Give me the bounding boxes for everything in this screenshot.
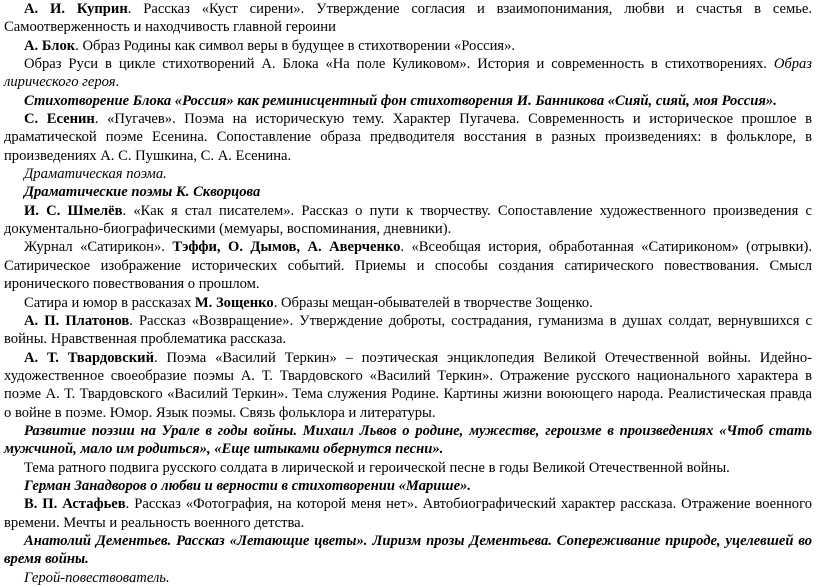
paragraph-text: . xyxy=(115,74,120,91)
paragraph-astafiev xyxy=(4,495,812,532)
paragraph-war-song xyxy=(4,459,812,477)
italic-term: Драматическая поэма. xyxy=(24,166,167,183)
author-name: А. Т. Твардовский xyxy=(24,349,154,366)
paragraph-regional-heading-zanadvorov xyxy=(4,477,812,495)
author-name: С. Есенин xyxy=(24,111,95,128)
author-name: А. П. Платонов xyxy=(24,312,130,329)
paragraph-text: . Образ Родины как символ веры в будущее в стихотворении «Россия». xyxy=(75,37,516,54)
paragraph-text: Сатира и юмор в рассказах xyxy=(24,294,195,311)
author-name: Тэффи, О. Дымов, А. Аверченко xyxy=(172,239,401,256)
regional-topic-heading: Стихотворение Блока «Россия» как реминисцентный фон стихотворения И. Банникова «Сияй, сияй, моя Россия». xyxy=(24,92,777,109)
author-name: А. Блок xyxy=(24,37,76,54)
paragraph-regional-heading-dementiev xyxy=(4,532,812,569)
paragraph-tvardovsky xyxy=(4,349,812,422)
paragraph-text: Образ Руси в цикле стихотворений А. Блока «На поле Куликовом». История и современность в стихотворениях. xyxy=(24,56,774,73)
paragraph-text: . Поэма «Василий Теркин» – поэтическая энциклопедия Великой Отечественной войны. Идейно-художественное своеобразие поэмы А. Т. Твардовского «Василий Теркин». Отражение русского национального характера в поэме А. Т. Твардовского «Василий Теркин». Тема служения Родине. Картины жизни воюющего народа. Реалистическая правда о войне в поэме. Юмор. Язык поэмы. Связь фольклора и литературы. xyxy=(4,349,813,421)
paragraph-kuprin xyxy=(4,0,812,37)
paragraph-regional-heading-lvov xyxy=(4,422,812,459)
paragraph-regional-heading-bannikov xyxy=(4,92,812,110)
regional-topic-heading: Драматические поэмы К. Скворцова xyxy=(24,184,261,201)
paragraph-rus-image xyxy=(4,55,812,92)
paragraph-text: Тема ратного подвига русского солдата в лирической и героической песне в годы Великой Отечественной войны. xyxy=(24,459,730,476)
italic-term: Образ лирического героя xyxy=(4,56,812,91)
author-name: М. Зощенко xyxy=(194,294,274,311)
paragraph-narrator-hero xyxy=(4,569,812,587)
paragraph-regional-heading-skvortsov xyxy=(4,183,812,201)
paragraph-text: Журнал «Сатирикон». xyxy=(24,239,173,256)
author-name: И. С. Шмелёв xyxy=(24,202,123,219)
regional-topic-heading: Герман Занадворов о любви и верности в стихотворении «Марише». xyxy=(24,477,471,494)
author-name: В. П. Астафьев xyxy=(24,496,126,513)
paragraph-shmelev xyxy=(4,202,812,239)
italic-term: Герой-повествователь. xyxy=(24,569,170,586)
paragraph-zoshchenko xyxy=(4,294,812,312)
paragraph-esenin xyxy=(4,110,812,165)
paragraph-text: . «Всеобщая история, обработанная «Сатириконом» (отрывки). Сатирическое изображение исторических событий. Приемы и способы создания сатирического повествования. Смысл иронического повествования о прошлом. xyxy=(4,239,813,293)
paragraph-satirikon xyxy=(4,238,812,293)
paragraph-text: . Образы мещан-обывателей в творчестве Зощенко. xyxy=(273,294,593,311)
document-body xyxy=(4,0,812,587)
paragraph-blok xyxy=(4,37,812,55)
regional-topic-heading: Анатолий Дементьев. Рассказ «Летающие цветы». Лиризм прозы Дементьева. Сопереживание природе, уцелевшей во время войны. xyxy=(4,532,812,568)
paragraph-text: . «Пугачев». Поэма на историческую тему. Характер Пугачева. Современность и историческое прошлое в драматической поэме Есенина. Сопоставление образа предводителя восстания в разных произведениях: в фольклоре, в произведениях А. С. Пушкина, С. А. Есенина. xyxy=(4,111,812,164)
author-name: А. И. Куприн xyxy=(24,1,128,17)
paragraph-text: . Рассказ «Куст сирени». Утверждение согласия и взаимопонимания, любви и счастья в семье. Самоотверженность и находчивость главной героини xyxy=(4,1,812,36)
paragraph-text: . «Как я стал писателем». Рассказ о пути к творчеству. Сопоставление художественного произведения с документально-биографическими (мемуары, воспоминания, дневники). xyxy=(4,202,812,238)
paragraph-platonov xyxy=(4,312,812,349)
regional-topic-heading: Развитие поэзии на Урале в годы войны. Михаил Львов о родине, мужестве, героизме в произведениях «Чтоб стать мужчиной, мало им родиться», «Еще штыками обернутся песни». xyxy=(4,422,812,458)
paragraph-dramatic-poem xyxy=(4,165,812,183)
paragraph-text: . Рассказ «Возвращение». Утверждение доброты, сострадания, гуманизма в душах солдат, вернувшихся с войны. Нравственная проблематика рассказа. xyxy=(4,312,812,348)
paragraph-text: . Рассказ «Фотография, на которой меня нет». Автобиографический характер рассказа. Отражение военного времени. Мечты и реальность военного детства. xyxy=(4,496,812,531)
